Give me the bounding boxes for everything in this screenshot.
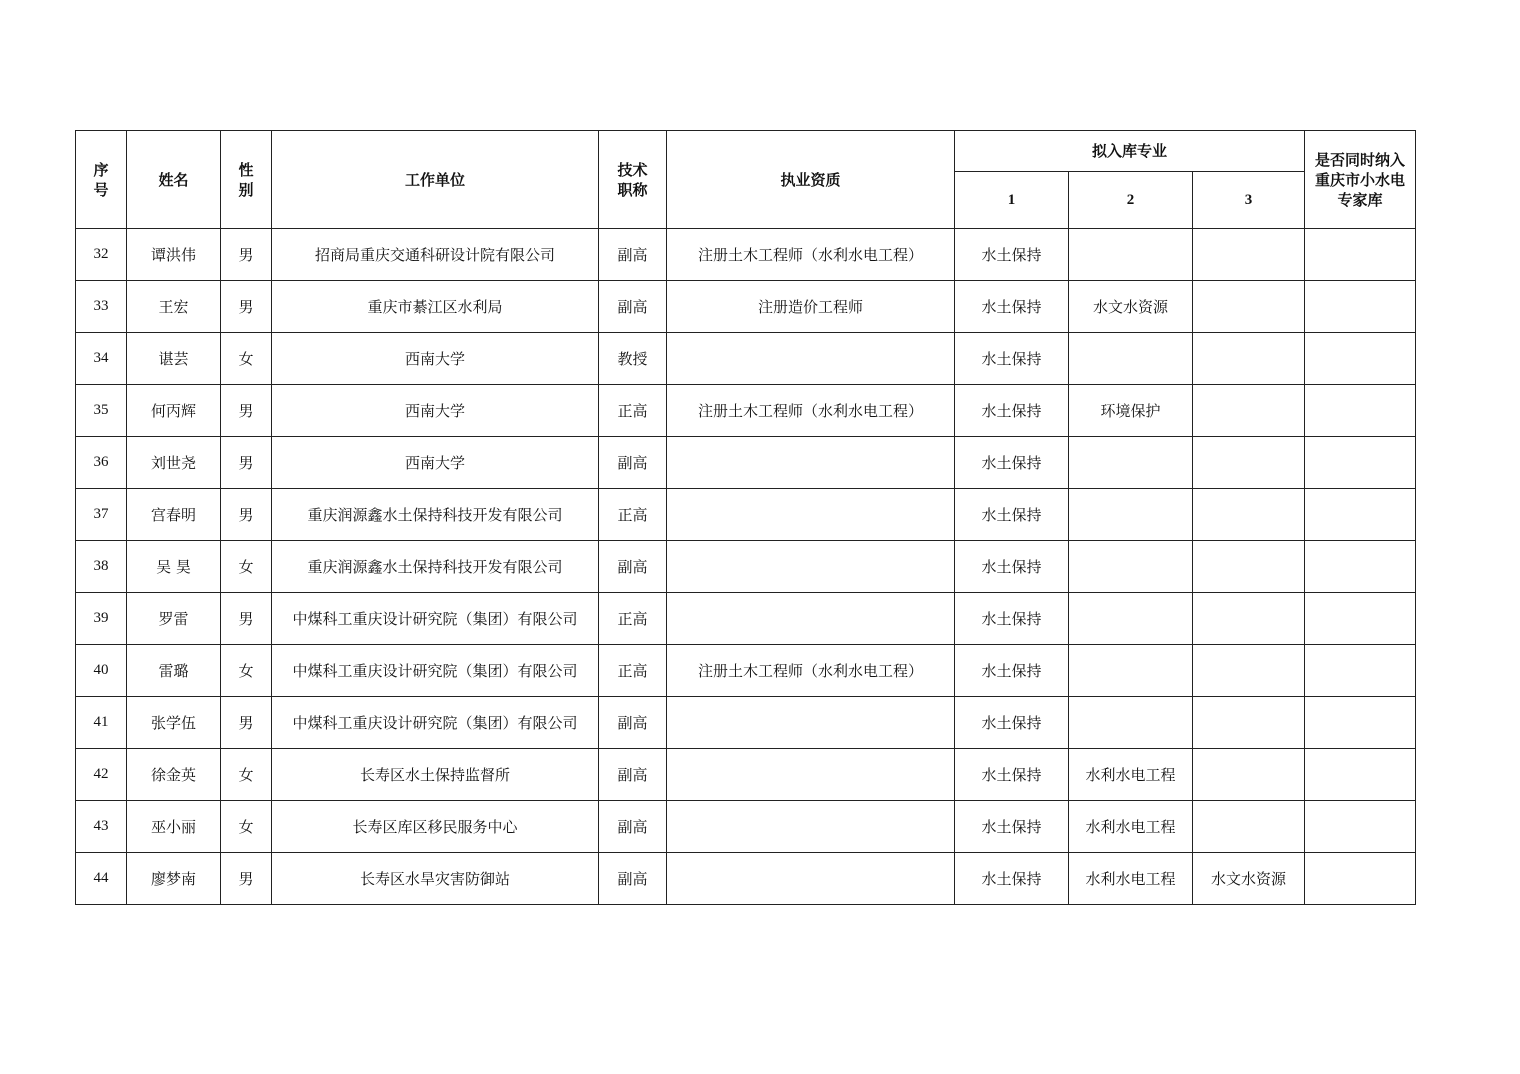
cell-unit: 中煤科工重庆设计研究院（集团）有限公司 [272, 697, 599, 749]
cell-gender: 男 [221, 437, 272, 489]
header-row-1 [76, 131, 1416, 172]
cell-specialty-3 [1193, 593, 1305, 645]
cell-gender: 男 [221, 385, 272, 437]
cell-name: 何丙辉 [127, 385, 221, 437]
header-gender: 性别 [221, 131, 272, 229]
cell-unit: 中煤科工重庆设计研究院（集团）有限公司 [272, 593, 599, 645]
cell-index: 42 [76, 749, 127, 801]
cell-gender: 男 [221, 853, 272, 905]
header-qualification: 执业资质 [667, 131, 955, 229]
cell-hydro-library [1305, 229, 1416, 281]
cell-title: 副高 [599, 697, 667, 749]
cell-specialty-3: 水文水资源 [1193, 853, 1305, 905]
cell-index: 44 [76, 853, 127, 905]
cell-hydro-library [1305, 333, 1416, 385]
cell-specialty-1: 水土保持 [955, 385, 1069, 437]
cell-index: 35 [76, 385, 127, 437]
cell-name: 宫春明 [127, 489, 221, 541]
table-row [76, 333, 1416, 385]
cell-specialty-1: 水土保持 [955, 229, 1069, 281]
cell-specialty-2 [1069, 697, 1193, 749]
cell-name: 刘世尧 [127, 437, 221, 489]
cell-specialty-3 [1193, 697, 1305, 749]
cell-specialty-1: 水土保持 [955, 489, 1069, 541]
cell-index: 36 [76, 437, 127, 489]
cell-specialty-1: 水土保持 [955, 593, 1069, 645]
cell-title: 副高 [599, 541, 667, 593]
cell-title: 正高 [599, 645, 667, 697]
table-row [76, 593, 1416, 645]
cell-specialty-2 [1069, 593, 1193, 645]
table-row [76, 437, 1416, 489]
cell-name: 徐金英 [127, 749, 221, 801]
header-index: 序号 [76, 131, 127, 229]
cell-unit: 重庆润源鑫水土保持科技开发有限公司 [272, 541, 599, 593]
cell-name: 雷璐 [127, 645, 221, 697]
cell-hydro-library [1305, 437, 1416, 489]
cell-title: 正高 [599, 593, 667, 645]
cell-qualification: 注册造价工程师 [667, 281, 955, 333]
cell-hydro-library [1305, 489, 1416, 541]
cell-qualification: 注册土木工程师（水利水电工程） [667, 645, 955, 697]
cell-specialty-3 [1193, 541, 1305, 593]
cell-qualification [667, 489, 955, 541]
cell-specialty-1: 水土保持 [955, 541, 1069, 593]
cell-title: 副高 [599, 281, 667, 333]
cell-specialty-3 [1193, 333, 1305, 385]
cell-specialty-1: 水土保持 [955, 645, 1069, 697]
cell-title: 副高 [599, 801, 667, 853]
cell-name: 巫小丽 [127, 801, 221, 853]
cell-hydro-library [1305, 801, 1416, 853]
table-row [76, 749, 1416, 801]
cell-gender: 女 [221, 541, 272, 593]
cell-index: 43 [76, 801, 127, 853]
expert-roster-table [75, 130, 1416, 905]
cell-specialty-3 [1193, 801, 1305, 853]
cell-specialty-1: 水土保持 [955, 333, 1069, 385]
cell-name: 王宏 [127, 281, 221, 333]
cell-specialty-3 [1193, 385, 1305, 437]
cell-specialty-2: 水利水电工程 [1069, 749, 1193, 801]
header-unit: 工作单位 [272, 131, 599, 229]
cell-qualification [667, 437, 955, 489]
header-specialty-1: 1 [955, 172, 1069, 229]
cell-gender: 男 [221, 489, 272, 541]
cell-specialty-2: 水利水电工程 [1069, 801, 1193, 853]
table-row [76, 281, 1416, 333]
cell-specialty-2: 环境保护 [1069, 385, 1193, 437]
cell-title: 教授 [599, 333, 667, 385]
cell-title: 正高 [599, 489, 667, 541]
cell-specialty-3 [1193, 645, 1305, 697]
cell-gender: 女 [221, 749, 272, 801]
cell-specialty-1: 水土保持 [955, 437, 1069, 489]
header-name: 姓名 [127, 131, 221, 229]
cell-specialty-3 [1193, 281, 1305, 333]
cell-index: 33 [76, 281, 127, 333]
cell-specialty-2 [1069, 541, 1193, 593]
cell-unit: 长寿区水旱灾害防御站 [272, 853, 599, 905]
cell-unit: 招商局重庆交通科研设计院有限公司 [272, 229, 599, 281]
cell-hydro-library [1305, 385, 1416, 437]
header-title: 技术职称 [599, 131, 667, 229]
cell-name: 吴 昊 [127, 541, 221, 593]
table-row [76, 801, 1416, 853]
cell-specialty-1: 水土保持 [955, 853, 1069, 905]
cell-qualification: 注册土木工程师（水利水电工程） [667, 385, 955, 437]
cell-title: 副高 [599, 749, 667, 801]
cell-unit: 长寿区库区移民服务中心 [272, 801, 599, 853]
cell-specialty-2 [1069, 229, 1193, 281]
cell-qualification [667, 541, 955, 593]
cell-hydro-library [1305, 645, 1416, 697]
cell-name: 廖梦南 [127, 853, 221, 905]
cell-hydro-library [1305, 697, 1416, 749]
table-row [76, 385, 1416, 437]
cell-specialty-2 [1069, 437, 1193, 489]
cell-hydro-library [1305, 853, 1416, 905]
cell-gender: 女 [221, 801, 272, 853]
cell-specialty-3 [1193, 489, 1305, 541]
cell-gender: 男 [221, 229, 272, 281]
cell-qualification [667, 697, 955, 749]
cell-unit: 西南大学 [272, 333, 599, 385]
cell-gender: 女 [221, 645, 272, 697]
cell-hydro-library [1305, 281, 1416, 333]
cell-specialty-1: 水土保持 [955, 749, 1069, 801]
table-row [76, 229, 1416, 281]
cell-index: 34 [76, 333, 127, 385]
cell-name: 谭洪伟 [127, 229, 221, 281]
cell-name: 谌芸 [127, 333, 221, 385]
cell-gender: 男 [221, 281, 272, 333]
cell-specialty-3 [1193, 229, 1305, 281]
cell-qualification [667, 333, 955, 385]
cell-name: 罗雷 [127, 593, 221, 645]
cell-title: 正高 [599, 385, 667, 437]
cell-index: 38 [76, 541, 127, 593]
cell-specialty-2 [1069, 645, 1193, 697]
table-row [76, 697, 1416, 749]
cell-qualification [667, 801, 955, 853]
cell-index: 37 [76, 489, 127, 541]
cell-gender: 男 [221, 593, 272, 645]
cell-gender: 女 [221, 333, 272, 385]
cell-index: 32 [76, 229, 127, 281]
cell-unit: 中煤科工重庆设计研究院（集团）有限公司 [272, 645, 599, 697]
cell-unit: 重庆润源鑫水土保持科技开发有限公司 [272, 489, 599, 541]
header-specialty-2: 2 [1069, 172, 1193, 229]
cell-hydro-library [1305, 541, 1416, 593]
cell-name: 张学伍 [127, 697, 221, 749]
cell-gender: 男 [221, 697, 272, 749]
header-hydro-library: 是否同时纳入重庆市小水电专家库 [1305, 131, 1416, 229]
table-row [76, 541, 1416, 593]
cell-specialty-1: 水土保持 [955, 697, 1069, 749]
cell-title: 副高 [599, 437, 667, 489]
table-body [76, 229, 1416, 905]
cell-qualification [667, 593, 955, 645]
cell-specialty-3 [1193, 437, 1305, 489]
cell-specialty-2 [1069, 489, 1193, 541]
table-row [76, 489, 1416, 541]
cell-unit: 长寿区水土保持监督所 [272, 749, 599, 801]
table-row [76, 645, 1416, 697]
cell-title: 副高 [599, 229, 667, 281]
cell-qualification [667, 749, 955, 801]
cell-specialty-2: 水利水电工程 [1069, 853, 1193, 905]
header-specialty-3: 3 [1193, 172, 1305, 229]
cell-unit: 重庆市綦江区水利局 [272, 281, 599, 333]
cell-unit: 西南大学 [272, 385, 599, 437]
cell-index: 39 [76, 593, 127, 645]
header-specialty-group: 拟入库专业 [955, 131, 1305, 172]
cell-specialty-1: 水土保持 [955, 801, 1069, 853]
cell-specialty-2: 水文水资源 [1069, 281, 1193, 333]
cell-index: 41 [76, 697, 127, 749]
table-row [76, 853, 1416, 905]
cell-specialty-3 [1193, 749, 1305, 801]
cell-qualification: 注册土木工程师（水利水电工程） [667, 229, 955, 281]
cell-hydro-library [1305, 749, 1416, 801]
cell-unit: 西南大学 [272, 437, 599, 489]
cell-hydro-library [1305, 593, 1416, 645]
cell-index: 40 [76, 645, 127, 697]
cell-qualification [667, 853, 955, 905]
cell-specialty-1: 水土保持 [955, 281, 1069, 333]
cell-specialty-2 [1069, 333, 1193, 385]
cell-title: 副高 [599, 853, 667, 905]
